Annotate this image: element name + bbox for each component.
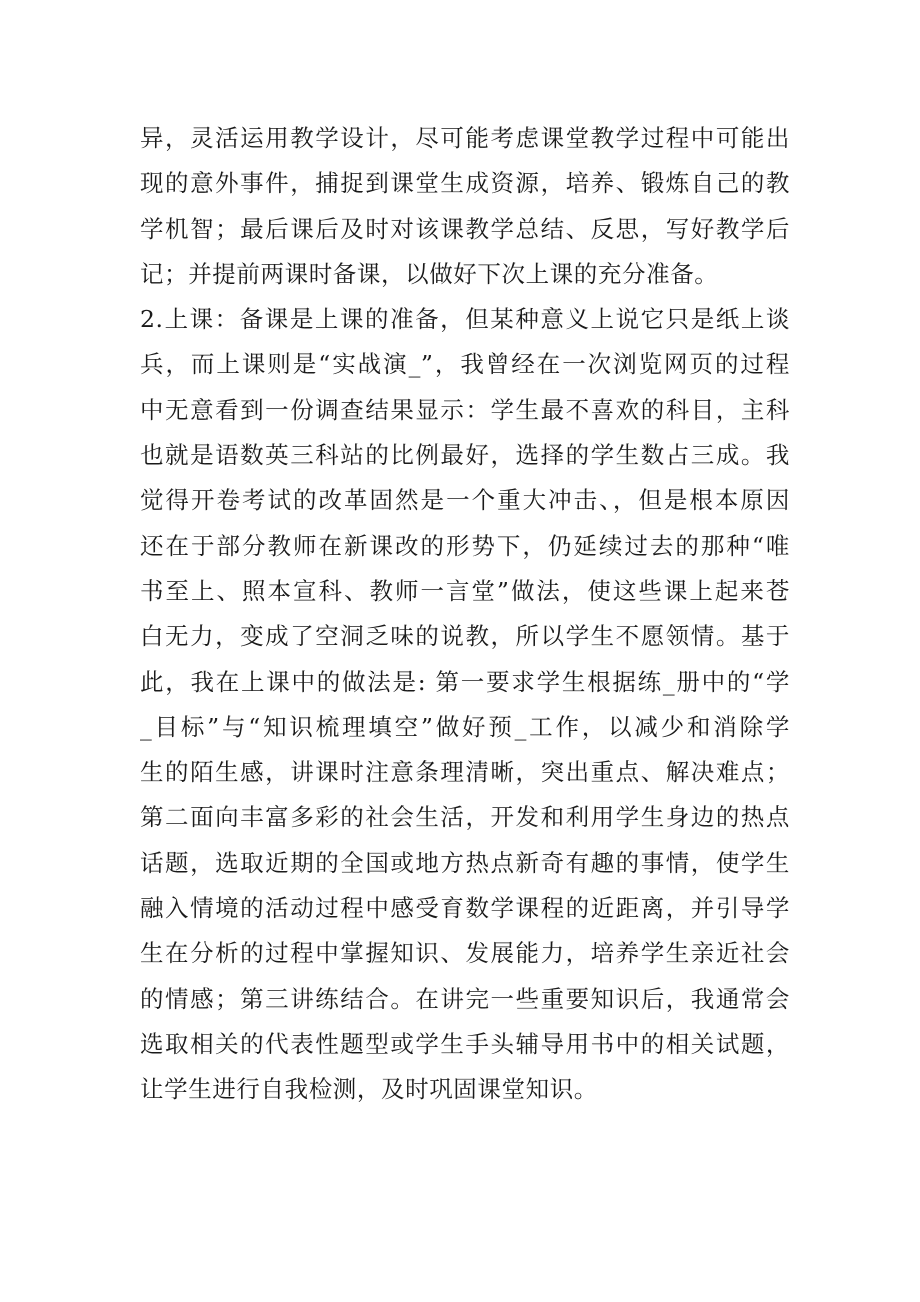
text-line: 此，我在上课中的做法是: 第一要求学生根据练_册中的“学 (140, 667, 790, 696)
text-line: 现的意外事件，捕捉到课堂生成资源，培养、锻炼自己的教 (140, 169, 790, 198)
text-line: 书至上、照本宣科、教师一言堂”做法，使这些课上起来苍 (140, 576, 790, 605)
text-line: 生在分析的过程中掌握知识、发展能力，培养学生亲近社会 (140, 939, 790, 968)
document-body (140, 116, 790, 1113)
text-line: 还在于部分教师在新课改的形势下，仍延续过去的那种“唯 (140, 531, 790, 560)
text-line: 也就是语数英三科站的比例最好，选择的学生数占三成。我 (140, 441, 790, 470)
text-line: 的情感；第三讲练结合。在讲完一些重要知识后，我通常会 (140, 984, 790, 1013)
text-line: 学机智；最后课后及时对该课教学总结、反思，写好教学后 (140, 214, 790, 243)
text-line: 生的陌生感，讲课时注意条理清晰，突出重点、解决难点； (140, 758, 790, 787)
text-line: 2.上课：备课是上课的准备，但某种意义上说它只是纸上谈 (140, 305, 790, 334)
text-line: 选取相关的代表性题型或学生手头辅导用书中的相关试题， (140, 1029, 790, 1058)
text-line: 第二面向丰富多彩的社会生活，开发和利用学生身边的热点 (140, 803, 790, 832)
text-line: 让学生进行自我检测，及时巩固课堂知识。 (140, 1075, 598, 1104)
text-line: 觉得开卷考试的改革固然是一个重大冲击、，但是根本原因 (140, 486, 790, 515)
text-line: 融入情境的活动过程中感受育数学课程的近距离，并引导学 (140, 894, 790, 923)
text-line: 兵，而上课则是“实战演_”，我曾经在一次浏览网页的过程 (140, 350, 790, 379)
text-line: 话题，选取近期的全国或地方热点新奇有趣的事情，使学生 (140, 848, 790, 877)
text-line: 中无意看到一份调查结果显示：学生最不喜欢的科目，主科 (140, 395, 790, 424)
text-line: 白无力，变成了空洞乏味的说教，所以学生不愿领情。基于 (140, 622, 790, 651)
text-line: 异，灵活运用教学设计，尽可能考虑课堂教学过程中可能出 (140, 124, 790, 152)
text-line: _目标”与“知识梳理填空”做好预_工作，以减少和消除学 (140, 712, 790, 741)
text-line: 记；并提前两课时备课，以做好下次上课的充分准备。 (140, 259, 719, 288)
